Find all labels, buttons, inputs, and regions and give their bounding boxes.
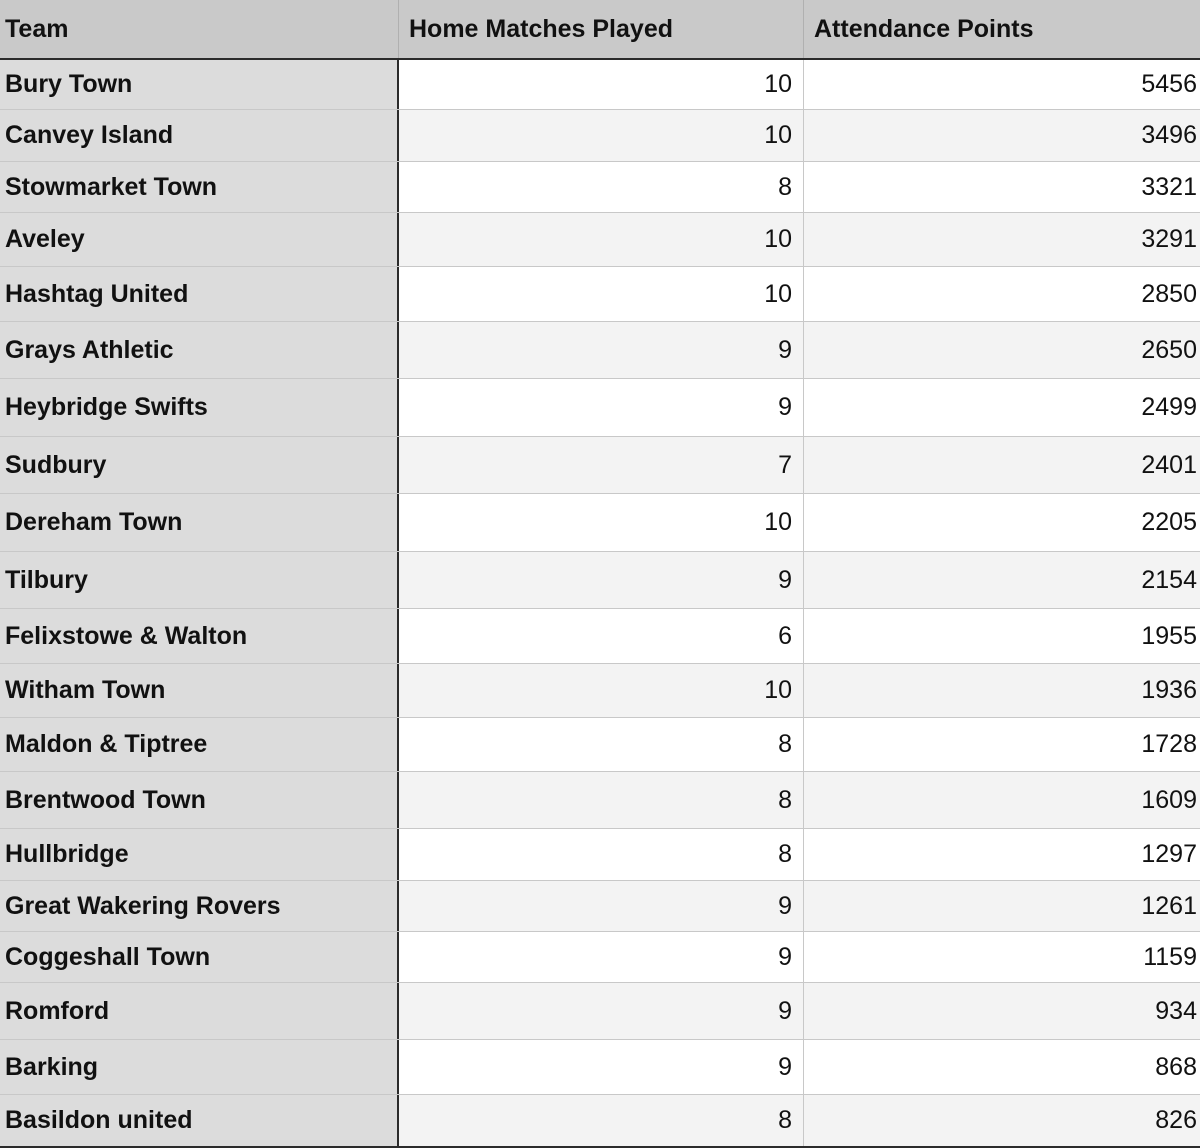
table-row — [0, 110, 1200, 162]
home-matches-played-cell[interactable]: 8 — [399, 162, 804, 212]
team-name-cell[interactable]: Grays Athletic — [0, 322, 399, 378]
attendance-points-cell[interactable]: 1955 — [804, 609, 1200, 663]
table-row — [0, 983, 1200, 1040]
team-name-cell[interactable]: Aveley — [0, 213, 399, 266]
team-name-cell[interactable]: Tilbury — [0, 552, 399, 608]
attendance-points-cell[interactable]: 1261 — [804, 881, 1200, 931]
table-row — [0, 552, 1200, 609]
table-row — [0, 494, 1200, 552]
home-matches-played-cell[interactable]: 9 — [399, 1040, 804, 1094]
team-name-cell[interactable]: Felixstowe & Walton — [0, 609, 399, 663]
table-row — [0, 718, 1200, 772]
team-name-cell[interactable]: Stowmarket Town — [0, 162, 399, 212]
home-matches-played-cell[interactable]: 10 — [399, 213, 804, 266]
attendance-points-cell[interactable]: 1297 — [804, 829, 1200, 880]
table-row — [0, 609, 1200, 664]
team-name-cell[interactable]: Great Wakering Rovers — [0, 881, 399, 931]
attendance-points-cell[interactable]: 868 — [804, 1040, 1200, 1094]
home-matches-played-cell[interactable]: 7 — [399, 437, 804, 493]
team-name-cell[interactable]: Sudbury — [0, 437, 399, 493]
table-row — [0, 932, 1200, 983]
attendance-points-cell[interactable]: 5456 — [804, 60, 1200, 109]
team-name-cell[interactable]: Bury Town — [0, 60, 399, 109]
home-matches-played-cell[interactable]: 6 — [399, 609, 804, 663]
home-matches-played-cell[interactable]: 8 — [399, 772, 804, 828]
attendance-points-cell[interactable]: 826 — [804, 1095, 1200, 1146]
team-name-cell[interactable]: Maldon & Tiptree — [0, 718, 399, 771]
team-name-cell[interactable]: Barking — [0, 1040, 399, 1094]
column-header-attendance-points[interactable]: Attendance Points — [804, 0, 1200, 58]
home-matches-played-cell[interactable]: 10 — [399, 110, 804, 161]
table-row — [0, 162, 1200, 213]
home-matches-played-cell[interactable]: 10 — [399, 664, 804, 717]
table-row — [0, 213, 1200, 267]
table-row — [0, 379, 1200, 437]
team-name-cell[interactable]: Heybridge Swifts — [0, 379, 399, 436]
table-row — [0, 881, 1200, 932]
table-row — [0, 267, 1200, 322]
attendance-points-cell[interactable]: 2499 — [804, 379, 1200, 436]
home-matches-played-cell[interactable]: 9 — [399, 322, 804, 378]
attendance-points-cell[interactable]: 2650 — [804, 322, 1200, 378]
attendance-points-cell[interactable]: 3291 — [804, 213, 1200, 266]
home-matches-played-cell[interactable]: 10 — [399, 267, 804, 321]
home-matches-played-cell[interactable]: 9 — [399, 983, 804, 1039]
home-matches-played-cell[interactable]: 8 — [399, 1095, 804, 1146]
team-name-cell[interactable]: Romford — [0, 983, 399, 1039]
home-matches-played-cell[interactable]: 10 — [399, 60, 804, 109]
table-row — [0, 664, 1200, 718]
home-matches-played-cell[interactable]: 9 — [399, 932, 804, 982]
attendance-points-cell[interactable]: 3496 — [804, 110, 1200, 161]
table-row — [0, 1095, 1200, 1146]
team-name-cell[interactable]: Basildon united — [0, 1095, 399, 1146]
home-matches-played-cell[interactable]: 8 — [399, 829, 804, 880]
team-name-cell[interactable]: Hullbridge — [0, 829, 399, 880]
home-matches-played-cell[interactable]: 9 — [399, 379, 804, 436]
attendance-points-cell[interactable]: 2850 — [804, 267, 1200, 321]
team-name-cell[interactable]: Brentwood Town — [0, 772, 399, 828]
home-matches-played-cell[interactable]: 9 — [399, 552, 804, 608]
team-name-cell[interactable]: Dereham Town — [0, 494, 399, 551]
attendance-points-cell[interactable]: 1609 — [804, 772, 1200, 828]
home-matches-played-cell[interactable]: 9 — [399, 881, 804, 931]
team-name-cell[interactable]: Witham Town — [0, 664, 399, 717]
team-name-cell[interactable]: Canvey Island — [0, 110, 399, 161]
attendance-points-cell[interactable]: 2154 — [804, 552, 1200, 608]
attendance-points-cell[interactable]: 1159 — [804, 932, 1200, 982]
table-row — [0, 322, 1200, 379]
table-row — [0, 1040, 1200, 1095]
attendance-points-cell[interactable]: 2401 — [804, 437, 1200, 493]
table-row — [0, 772, 1200, 829]
team-name-cell[interactable]: Coggeshall Town — [0, 932, 399, 982]
table-row — [0, 60, 1200, 110]
column-header-team[interactable]: Team — [0, 0, 399, 58]
attendance-points-cell[interactable]: 1936 — [804, 664, 1200, 717]
column-header-home-matches-played[interactable]: Home Matches Played — [399, 0, 804, 58]
table-header-row — [0, 0, 1200, 60]
home-matches-played-cell[interactable]: 8 — [399, 718, 804, 771]
attendance-points-cell[interactable]: 3321 — [804, 162, 1200, 212]
table-row — [0, 437, 1200, 494]
table-row — [0, 829, 1200, 881]
attendance-points-cell[interactable]: 2205 — [804, 494, 1200, 551]
home-matches-played-cell[interactable]: 10 — [399, 494, 804, 551]
attendance-points-cell[interactable]: 934 — [804, 983, 1200, 1039]
team-name-cell[interactable]: Hashtag United — [0, 267, 399, 321]
attendance-points-cell[interactable]: 1728 — [804, 718, 1200, 771]
